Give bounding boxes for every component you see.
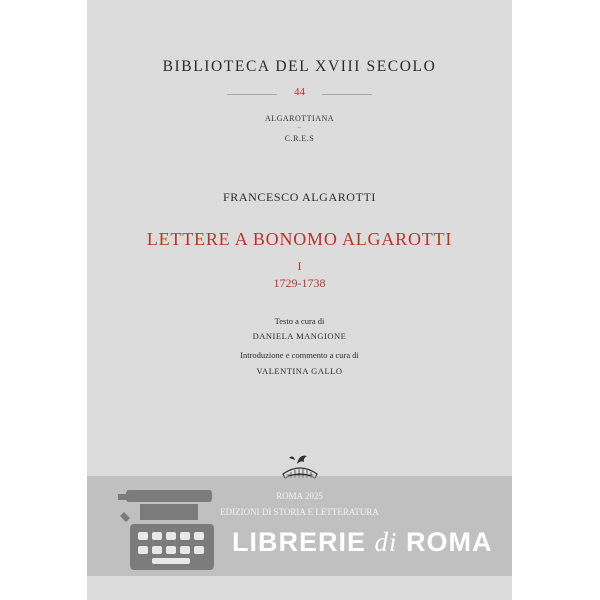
typewriter-icon [112,480,222,580]
watermark-brand-text [232,527,493,558]
divider-right [322,94,372,95]
author-name: FRANCESCO ALGAROTTI [222,190,377,204]
volume-years: 1729-1738 [273,276,326,290]
subseries-separator: – [297,123,302,131]
subseries-line-2: C.R.E.S [284,134,315,143]
volume-number: I [297,259,302,273]
intro-editor-name: VALENTINA GALLO [256,366,343,376]
watermark-brand-part-3: ROMA [397,527,493,557]
text-editor-label: Testo a cura di [274,316,325,326]
series-number: 44 [294,86,305,98]
book-title: LETTERE A BONOMO ALGAROTTI [146,229,453,249]
publication-place-year: ROMA 2025 [276,491,323,501]
text-editor-name: DANIELA MANGIONE [252,331,347,341]
subseries-line-1: ALGAROTTIANA [264,114,335,123]
intro-editor-label: Introduzione e commento a cura di [240,350,359,360]
publisher-name: EDIZIONI DI STORIA E LETTERATURA [220,507,379,517]
watermark-brand-part-1: LIBRERIE [232,527,375,557]
watermark-brand-part-2: di [374,527,398,557]
series-title: BIBLIOTECA DEL XVIII SECOLO [162,58,437,75]
